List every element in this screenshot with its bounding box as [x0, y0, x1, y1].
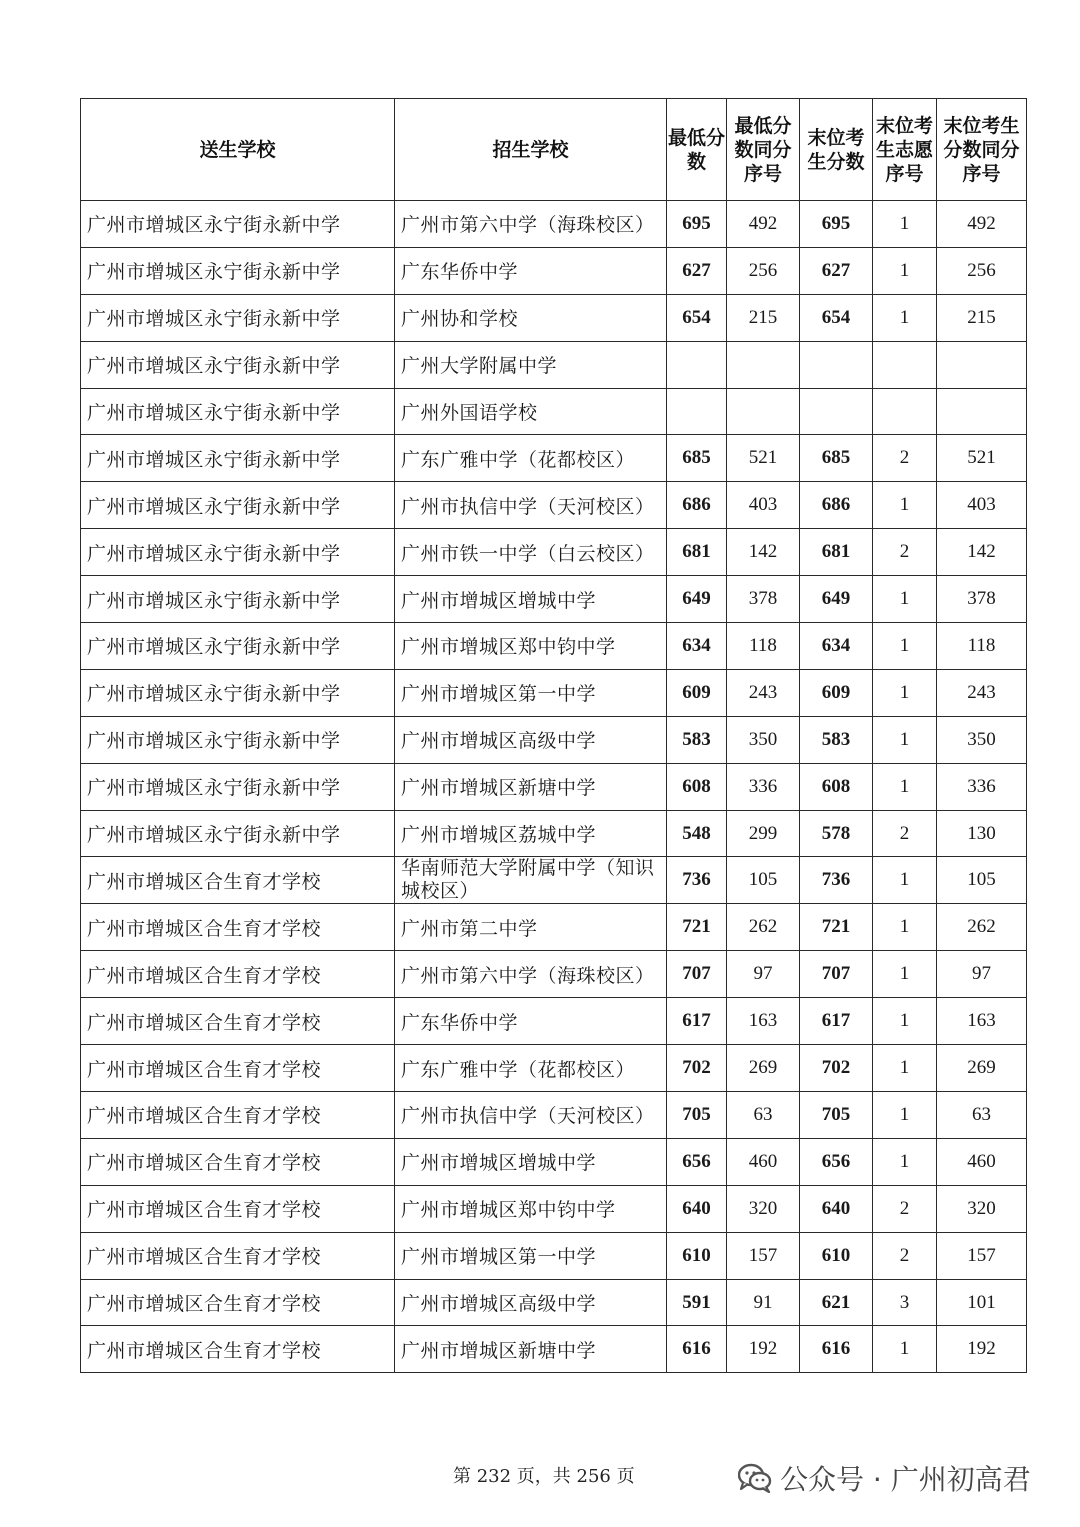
- cell-min-score-rank: 336: [727, 763, 800, 810]
- cell-last-wish-no: 1: [873, 1092, 937, 1139]
- cell-min-score: 685: [667, 435, 727, 482]
- cell-recruit-school: 广州市执信中学（天河校区）: [395, 1092, 667, 1139]
- cell-min-score-rank: 91: [727, 1279, 800, 1326]
- cell-last-rank: 320: [937, 1185, 1027, 1232]
- cell-recruit-school: 广州市增城区荔城中学: [395, 810, 667, 857]
- cell-min-score-rank: 142: [727, 529, 800, 576]
- table-row: [81, 341, 1027, 388]
- cell-min-score: 616: [667, 1326, 727, 1373]
- cell-recruit-school: 广州市增城区第一中学: [395, 1232, 667, 1279]
- watermark: [738, 1458, 1031, 1498]
- table-row: [81, 435, 1027, 482]
- cell-send-school: 广州市增城区永宁街永新中学: [81, 763, 395, 810]
- cell-last-rank: 192: [937, 1326, 1027, 1373]
- cell-min-score: 591: [667, 1279, 727, 1326]
- cell-min-score: 583: [667, 716, 727, 763]
- table-row: [81, 482, 1027, 529]
- table-row: [81, 998, 1027, 1045]
- cell-last-score: 610: [800, 1232, 873, 1279]
- cell-send-school: 广州市增城区永宁街永新中学: [81, 669, 395, 716]
- cell-min-score-rank: 157: [727, 1232, 800, 1279]
- cell-min-score-rank: 320: [727, 1185, 800, 1232]
- cell-send-school: 广州市增城区永宁街永新中学: [81, 247, 395, 294]
- table-row: [81, 388, 1027, 435]
- cell-send-school: 广州市增城区合生育才学校: [81, 1279, 395, 1326]
- cell-last-score: 695: [800, 201, 873, 248]
- cell-min-score: 617: [667, 998, 727, 1045]
- cell-min-score-rank: 262: [727, 904, 800, 951]
- header-min-score-rank: 最低分数同分序号: [727, 99, 800, 201]
- cell-last-wish-no: 1: [873, 1138, 937, 1185]
- cell-last-score: 634: [800, 623, 873, 670]
- table-row: [81, 857, 1027, 904]
- table-row: [81, 1045, 1027, 1092]
- cell-min-score-rank: 97: [727, 951, 800, 998]
- cell-last-wish-no: 1: [873, 201, 937, 248]
- cell-min-score-rank: 460: [727, 1138, 800, 1185]
- cell-min-score: 656: [667, 1138, 727, 1185]
- cell-min-score-rank: 269: [727, 1045, 800, 1092]
- cell-min-score-rank: 215: [727, 294, 800, 341]
- cell-last-wish-no: 2: [873, 1185, 937, 1232]
- cell-last-rank: 215: [937, 294, 1027, 341]
- cell-last-wish-no: [873, 388, 937, 435]
- cell-min-score: 707: [667, 951, 727, 998]
- table-row: [81, 529, 1027, 576]
- cell-min-score-rank: 163: [727, 998, 800, 1045]
- cell-min-score-rank: 192: [727, 1326, 800, 1373]
- cell-send-school: 广州市增城区合生育才学校: [81, 1326, 395, 1373]
- cell-send-school: 广州市增城区永宁街永新中学: [81, 716, 395, 763]
- cell-last-rank: [937, 388, 1027, 435]
- cell-recruit-school: 广东华侨中学: [395, 998, 667, 1045]
- cell-last-wish-no: 1: [873, 857, 937, 904]
- cell-last-score: [800, 388, 873, 435]
- cell-last-wish-no: 1: [873, 1326, 937, 1373]
- cell-recruit-school: 广州市增城区郑中钧中学: [395, 1185, 667, 1232]
- cell-recruit-school: 广州市执信中学（天河校区）: [395, 482, 667, 529]
- cell-last-score: 681: [800, 529, 873, 576]
- cell-last-score: 640: [800, 1185, 873, 1232]
- cell-last-wish-no: 1: [873, 998, 937, 1045]
- cell-send-school: 广州市增城区合生育才学校: [81, 1092, 395, 1139]
- cell-last-wish-no: 1: [873, 482, 937, 529]
- cell-send-school: 广州市增城区永宁街永新中学: [81, 529, 395, 576]
- cell-recruit-school: 广州市第二中学: [395, 904, 667, 951]
- cell-recruit-school: 广州市增城区增城中学: [395, 576, 667, 623]
- cell-last-rank: 403: [937, 482, 1027, 529]
- cell-min-score: 695: [667, 201, 727, 248]
- wechat-icon: [738, 1463, 772, 1493]
- cell-min-score: 649: [667, 576, 727, 623]
- cell-last-rank: 269: [937, 1045, 1027, 1092]
- cell-min-score: 654: [667, 294, 727, 341]
- cell-last-wish-no: 1: [873, 904, 937, 951]
- cell-recruit-school: 广东华侨中学: [395, 247, 667, 294]
- cell-send-school: 广州市增城区合生育才学校: [81, 1185, 395, 1232]
- cell-min-score: [667, 388, 727, 435]
- cell-send-school: 广州市增城区合生育才学校: [81, 904, 395, 951]
- cell-recruit-school: 广州市增城区高级中学: [395, 1279, 667, 1326]
- cell-last-score: 705: [800, 1092, 873, 1139]
- cell-last-rank: 492: [937, 201, 1027, 248]
- cell-last-wish-no: 1: [873, 1045, 937, 1092]
- cell-last-wish-no: 1: [873, 716, 937, 763]
- table-row: [81, 1185, 1027, 1232]
- cell-min-score-rank: 105: [727, 857, 800, 904]
- cell-last-rank: 105: [937, 857, 1027, 904]
- cell-last-wish-no: 1: [873, 951, 937, 998]
- cell-last-score: 686: [800, 482, 873, 529]
- cell-min-score: 640: [667, 1185, 727, 1232]
- cell-recruit-school: 广州市增城区郑中钧中学: [395, 623, 667, 670]
- page-footer: [0, 1462, 1080, 1496]
- watermark-text: 公众号 · 广州初高君: [780, 1463, 1031, 1496]
- cell-recruit-school: 广东广雅中学（花都校区）: [395, 1045, 667, 1092]
- cell-min-score-rank: 403: [727, 482, 800, 529]
- table-row: [81, 1232, 1027, 1279]
- cell-last-score: [800, 341, 873, 388]
- cell-send-school: 广州市增城区合生育才学校: [81, 1138, 395, 1185]
- cell-min-score-rank: 378: [727, 576, 800, 623]
- table-row: [81, 247, 1027, 294]
- cell-last-score: 649: [800, 576, 873, 623]
- cell-send-school: 广州市增城区永宁街永新中学: [81, 576, 395, 623]
- cell-recruit-school: 广州市增城区高级中学: [395, 716, 667, 763]
- header-last-wish-no: 末位考生志愿序号: [873, 99, 937, 201]
- header-last-score: 末位考生分数: [800, 99, 873, 201]
- cell-min-score: [667, 341, 727, 388]
- table-row: [81, 716, 1027, 763]
- cell-min-score: 609: [667, 669, 727, 716]
- cell-last-wish-no: [873, 341, 937, 388]
- cell-min-score: 702: [667, 1045, 727, 1092]
- cell-last-score: 627: [800, 247, 873, 294]
- cell-recruit-school: 广州市增城区新塘中学: [395, 1326, 667, 1373]
- cell-min-score-rank: [727, 388, 800, 435]
- cell-min-score: 548: [667, 810, 727, 857]
- cell-last-rank: 118: [937, 623, 1027, 670]
- cell-last-score: 721: [800, 904, 873, 951]
- cell-send-school: 广州市增城区合生育才学校: [81, 1232, 395, 1279]
- cell-last-rank: 521: [937, 435, 1027, 482]
- cell-send-school: 广州市增城区永宁街永新中学: [81, 810, 395, 857]
- cell-send-school: 广州市增城区永宁街永新中学: [81, 435, 395, 482]
- table-row: [81, 763, 1027, 810]
- table-row: [81, 576, 1027, 623]
- cell-min-score-rank: 299: [727, 810, 800, 857]
- cell-last-wish-no: 1: [873, 294, 937, 341]
- header-recruit-school: 招生学校: [395, 99, 667, 201]
- cell-last-wish-no: 1: [873, 763, 937, 810]
- cell-recruit-school: 广州大学附属中学: [395, 341, 667, 388]
- cell-last-score: 609: [800, 669, 873, 716]
- cell-recruit-school: 华南师范大学附属中学（知识城校区）: [395, 857, 667, 904]
- cell-last-score: 578: [800, 810, 873, 857]
- cell-last-rank: 130: [937, 810, 1027, 857]
- cell-min-score-rank: 521: [727, 435, 800, 482]
- cell-min-score: 634: [667, 623, 727, 670]
- table-row: [81, 1138, 1027, 1185]
- page-number: 第 232 页，共 256 页: [453, 1466, 635, 1487]
- cell-send-school: 广州市增城区永宁街永新中学: [81, 482, 395, 529]
- cell-last-rank: 157: [937, 1232, 1027, 1279]
- cell-send-school: 广州市增城区永宁街永新中学: [81, 201, 395, 248]
- cell-send-school: 广州市增城区永宁街永新中学: [81, 294, 395, 341]
- cell-recruit-school: 广州市第六中学（海珠校区）: [395, 201, 667, 248]
- cell-min-score: 681: [667, 529, 727, 576]
- cell-min-score: 721: [667, 904, 727, 951]
- admission-scores-table: [80, 98, 1027, 1373]
- cell-last-rank: [937, 341, 1027, 388]
- cell-min-score-rank: 63: [727, 1092, 800, 1139]
- cell-send-school: 广州市增城区永宁街永新中学: [81, 388, 395, 435]
- cell-last-wish-no: 2: [873, 435, 937, 482]
- cell-recruit-school: 广东广雅中学（花都校区）: [395, 435, 667, 482]
- cell-min-score-rank: 492: [727, 201, 800, 248]
- cell-min-score-rank: 118: [727, 623, 800, 670]
- table-row: [81, 201, 1027, 248]
- cell-min-score-rank: 256: [727, 247, 800, 294]
- cell-min-score-rank: 243: [727, 669, 800, 716]
- header-last-rank: 末位考生分数同分序号: [937, 99, 1027, 201]
- cell-last-score: 654: [800, 294, 873, 341]
- cell-last-score: 702: [800, 1045, 873, 1092]
- cell-last-wish-no: 1: [873, 247, 937, 294]
- cell-last-rank: 97: [937, 951, 1027, 998]
- table-row: [81, 1092, 1027, 1139]
- cell-last-rank: 460: [937, 1138, 1027, 1185]
- table-row: [81, 951, 1027, 998]
- table-body: [81, 201, 1027, 1373]
- cell-last-rank: 163: [937, 998, 1027, 1045]
- cell-last-rank: 142: [937, 529, 1027, 576]
- cell-last-score: 736: [800, 857, 873, 904]
- cell-min-score: 608: [667, 763, 727, 810]
- cell-min-score-rank: 350: [727, 716, 800, 763]
- cell-last-score: 617: [800, 998, 873, 1045]
- table-row: [81, 904, 1027, 951]
- cell-send-school: 广州市增城区永宁街永新中学: [81, 623, 395, 670]
- cell-send-school: 广州市增城区合生育才学校: [81, 1045, 395, 1092]
- cell-send-school: 广州市增城区合生育才学校: [81, 857, 395, 904]
- cell-min-score-rank: [727, 341, 800, 388]
- cell-last-wish-no: 1: [873, 623, 937, 670]
- cell-recruit-school: 广州市第六中学（海珠校区）: [395, 951, 667, 998]
- cell-min-score: 627: [667, 247, 727, 294]
- cell-last-score: 621: [800, 1279, 873, 1326]
- cell-last-rank: 336: [937, 763, 1027, 810]
- cell-last-score: 707: [800, 951, 873, 998]
- cell-min-score: 686: [667, 482, 727, 529]
- cell-last-wish-no: 1: [873, 576, 937, 623]
- cell-last-rank: 63: [937, 1092, 1027, 1139]
- cell-send-school: 广州市增城区合生育才学校: [81, 951, 395, 998]
- cell-last-rank: 262: [937, 904, 1027, 951]
- cell-recruit-school: 广州市增城区新塘中学: [395, 763, 667, 810]
- cell-last-rank: 350: [937, 716, 1027, 763]
- cell-recruit-school: 广州外国语学校: [395, 388, 667, 435]
- table-row: [81, 623, 1027, 670]
- cell-last-wish-no: 2: [873, 1232, 937, 1279]
- cell-recruit-school: 广州市增城区增城中学: [395, 1138, 667, 1185]
- header-send-school: 送生学校: [81, 99, 395, 201]
- cell-min-score: 705: [667, 1092, 727, 1139]
- cell-last-score: 685: [800, 435, 873, 482]
- cell-min-score: 736: [667, 857, 727, 904]
- table-row: [81, 294, 1027, 341]
- cell-last-rank: 256: [937, 247, 1027, 294]
- cell-last-wish-no: 2: [873, 810, 937, 857]
- cell-send-school: 广州市增城区永宁街永新中学: [81, 341, 395, 388]
- table-row: [81, 669, 1027, 716]
- table-row: [81, 1279, 1027, 1326]
- cell-last-rank: 101: [937, 1279, 1027, 1326]
- cell-last-wish-no: 1: [873, 669, 937, 716]
- cell-last-rank: 243: [937, 669, 1027, 716]
- cell-recruit-school: 广州市增城区第一中学: [395, 669, 667, 716]
- table-header-row: [81, 99, 1027, 201]
- header-min-score: 最低分数: [667, 99, 727, 201]
- cell-recruit-school: 广州市铁一中学（白云校区）: [395, 529, 667, 576]
- cell-last-wish-no: 3: [873, 1279, 937, 1326]
- table-row: [81, 810, 1027, 857]
- cell-last-score: 608: [800, 763, 873, 810]
- cell-last-score: 616: [800, 1326, 873, 1373]
- cell-last-score: 656: [800, 1138, 873, 1185]
- table-row: [81, 1326, 1027, 1373]
- cell-last-wish-no: 2: [873, 529, 937, 576]
- cell-last-score: 583: [800, 716, 873, 763]
- cell-last-rank: 378: [937, 576, 1027, 623]
- cell-recruit-school: 广州协和学校: [395, 294, 667, 341]
- cell-min-score: 610: [667, 1232, 727, 1279]
- cell-send-school: 广州市增城区合生育才学校: [81, 998, 395, 1045]
